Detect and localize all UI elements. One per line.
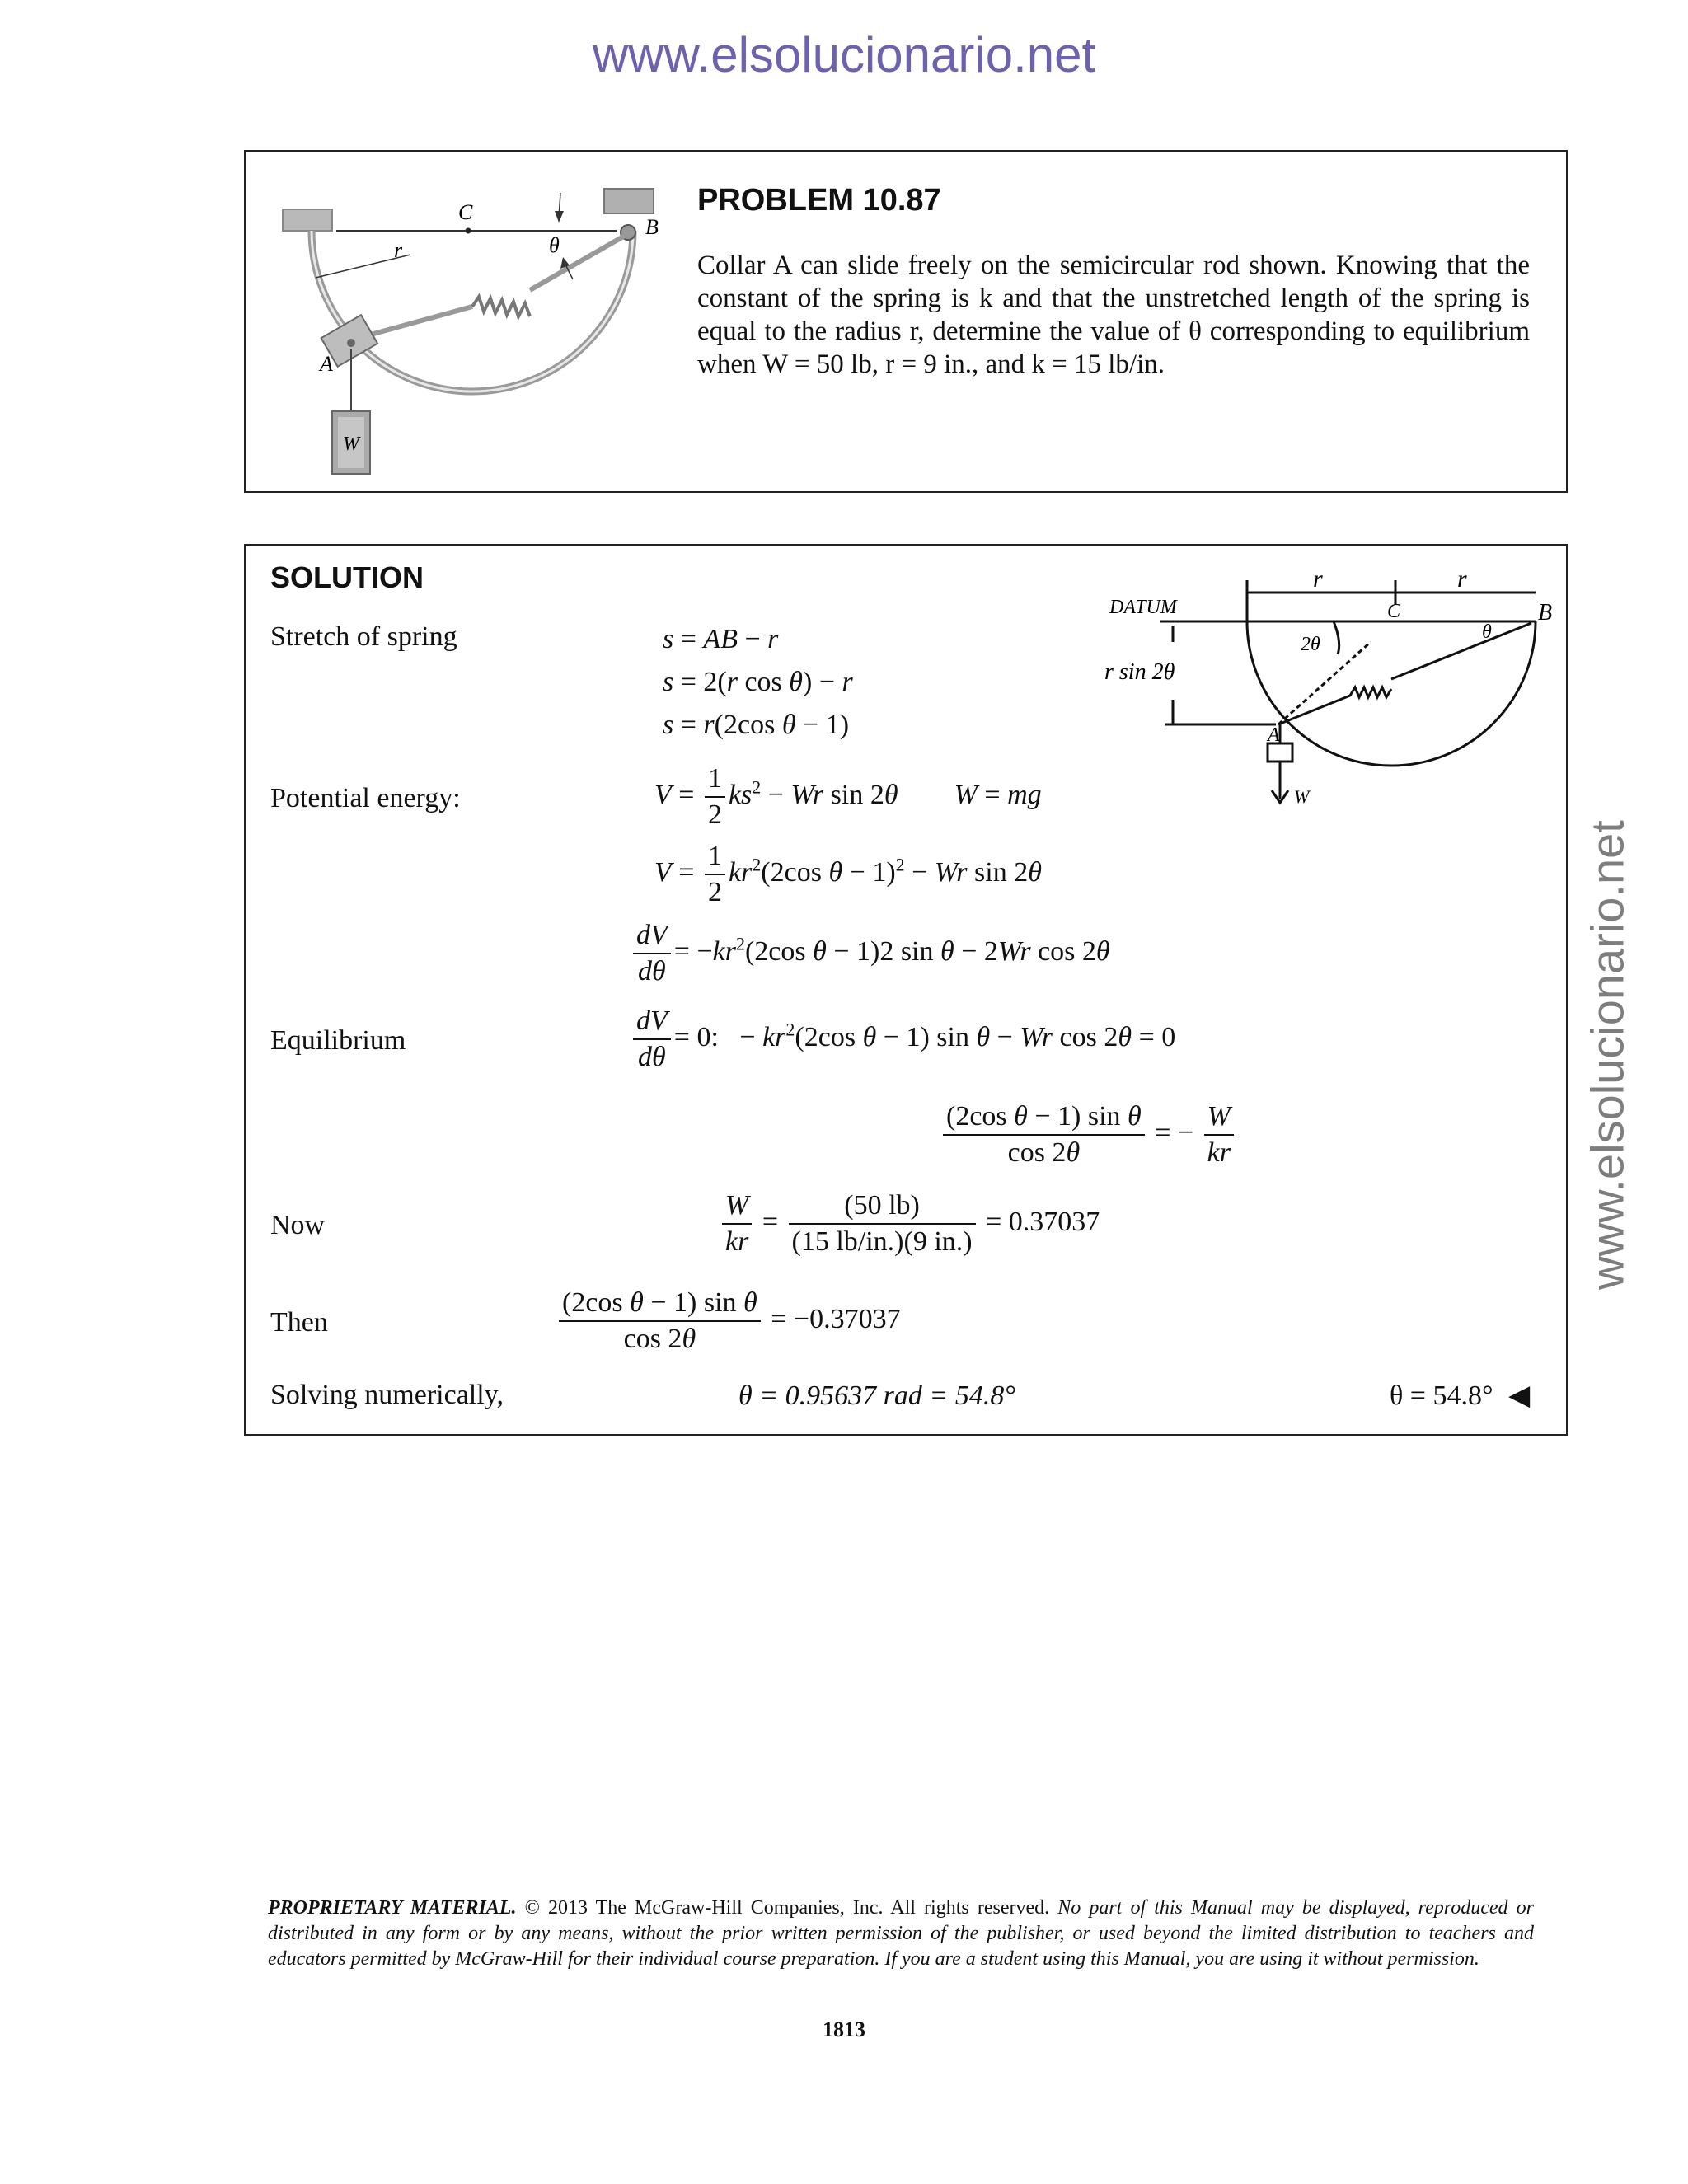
sketch-c: C xyxy=(1387,601,1401,622)
problem-box xyxy=(244,150,1568,493)
eq-potential-2: V = $\frac{1}{2}$ $kr^2(2\cos$ θ − 1)$^2$ − Wr sin 2θ xyxy=(654,841,1042,907)
problem-title: PROBLEM 10.87 xyxy=(697,183,941,218)
label-now: Now xyxy=(270,1210,326,1240)
label-stretch: Stretch of spring xyxy=(270,621,457,652)
label-b: B xyxy=(645,215,659,239)
sketch-datum: DATUM xyxy=(1109,597,1177,618)
label-c: C xyxy=(458,200,473,224)
sketch-a: A xyxy=(1268,724,1280,746)
label-theta: θ xyxy=(549,233,560,257)
eq-then: $\frac{\text{(2cos θ − 1) sin θ}}{\cos 2\theta}$ = −0.37037 xyxy=(556,1286,901,1357)
label-equilibrium: Equilibrium xyxy=(270,1025,406,1056)
then-value: = −0.37037 xyxy=(771,1303,901,1334)
watermark-side: www.elsolucionario.net xyxy=(1581,820,1634,1290)
now-denominator: (15 lb/in.)(9 in.) xyxy=(791,1226,973,1257)
solution-box xyxy=(244,544,1568,1436)
label-r: r xyxy=(394,238,403,262)
eq-stretch-2: s = 2(r cos θ) − r xyxy=(663,667,853,697)
solution-sketch xyxy=(1103,564,1564,819)
eq-derivative: $\frac{dV}{d\theta}$ = $-kr^2(2\cos$ θ − 1)2 sin θ − 2Wr cos 2θ xyxy=(630,918,1110,989)
label-a: A xyxy=(320,352,333,376)
problem-text: Collar A can slide freely on the semicircular rod shown. Knowing that the constant of the spring is k and that the unstretched length of the spring is equal to the radius r, determine the value of θ corresponding to equilibrium when W = 50 lb, r = 9 in., and k = 15 lb/in. xyxy=(697,251,1530,379)
sketch-b: B xyxy=(1538,600,1553,626)
eq-ratio: $\frac{\text{(2cos θ − 1) sin θ}}{\cos 2\theta}$ = − $\frac{W}{kr}$ xyxy=(940,1099,1237,1170)
eq-equilibrium: $\frac{dV}{d\theta}$ = 0: − $kr^2(2\cos$ θ − 1) sin θ − Wr cos 2θ = 0 xyxy=(630,1004,1175,1075)
sketch-r2: r xyxy=(1457,565,1467,593)
answer-marker-icon: ◀ xyxy=(1508,1380,1531,1411)
footer-notice xyxy=(268,1896,1534,1972)
now-value: = 0.37037 xyxy=(986,1206,1100,1237)
label-solving: Solving numerically, xyxy=(270,1380,504,1410)
sketch-theta: θ xyxy=(1482,621,1492,643)
eq-now: $\frac{W}{kr}$ = $\frac{(50 lb)}{(15 lb/in.)(9 in.)}$ = 0.37037 xyxy=(719,1188,1100,1259)
sketch-rsin: r sin 2θ xyxy=(1104,659,1175,685)
eq-result: θ = 0.95637 rad = 54.8° xyxy=(738,1380,1015,1411)
now-numerator: (50 lb) xyxy=(789,1188,976,1225)
sketch-r1: r xyxy=(1313,565,1323,593)
footer-normal: © 2013 The McGraw-Hill Companies, Inc. All rights reserved. xyxy=(516,1897,1058,1919)
footer-bold: PROPRIETARY MATERIAL. xyxy=(268,1897,517,1919)
eq-potential-1: V = $\frac{1}{2}$ $ks^2 - Wr$ sin 2θ W = mg xyxy=(654,763,1042,830)
watermark-top: www.elsolucionario.net xyxy=(592,27,1096,82)
footer-italic: No part of this Manual may be displayed, reproduced or distributed in any form or by any means, without the prior written permission of the publisher, or used beyond the limited distribution to teachers and educators permitted by McGraw-Hill for their individual course preparation. If you are a student using this Manual, you are using it without permission. xyxy=(268,1897,1534,1970)
sketch-two-theta: 2θ xyxy=(1301,634,1320,655)
answer-value: θ = 54.8° xyxy=(1390,1380,1493,1411)
eq-stretch-3: s = r(2cos θ − 1) xyxy=(663,710,850,740)
problem-figure xyxy=(270,160,699,490)
sketch-w: W xyxy=(1294,786,1310,807)
page-number: 1813 xyxy=(823,2018,865,2041)
solution-title: SOLUTION xyxy=(270,560,424,594)
eq-stretch-1: s = AB − r xyxy=(663,624,779,654)
label-then: Then xyxy=(270,1307,328,1338)
label-potential: Potential energy: xyxy=(270,783,461,813)
answer xyxy=(1390,1380,1530,1413)
label-w: W xyxy=(343,434,359,455)
